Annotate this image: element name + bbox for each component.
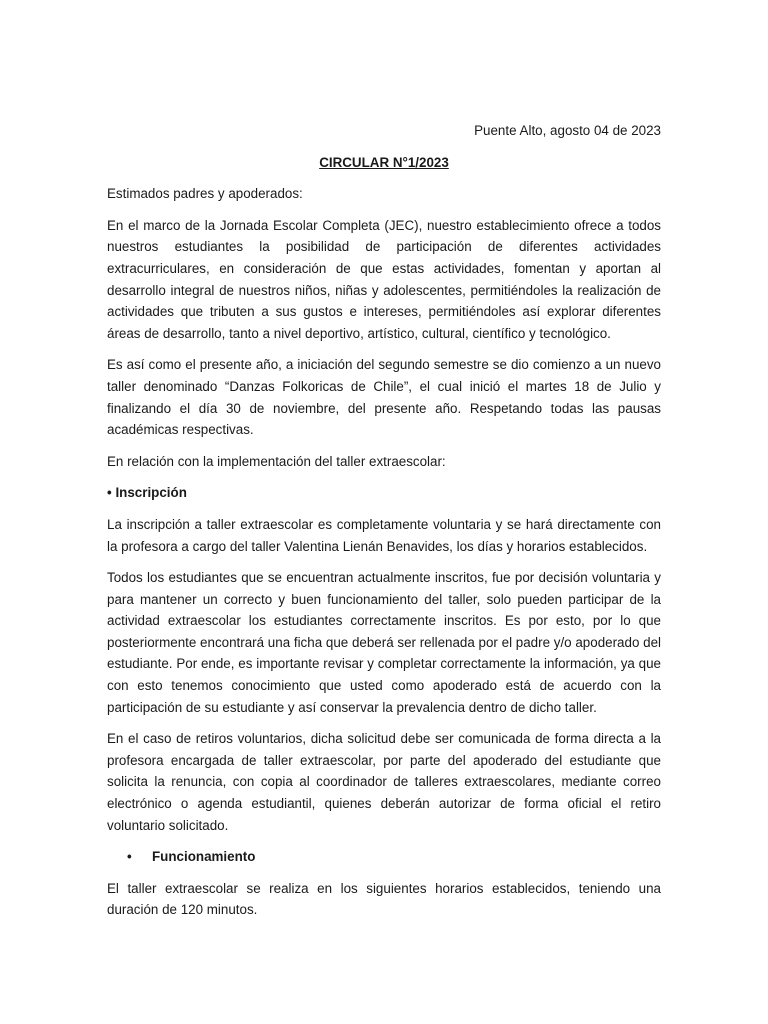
section-heading-label: Funcionamiento — [152, 849, 256, 865]
section-heading-funcionamiento — [107, 846, 661, 868]
paragraph-intro: En el marco de la Jornada Escolar Completa (JEC), nuestro establecimiento ofrece a todos nuestros estudiantes la posibilidad de participación de diferentes actividades extracurriculares, en consideración de que estas actividades, fomentan y aportan al desarrollo integral de nuestros niños, niñas y adolescentes, permitiéndoles la realización de actividades que tributen a sus gustos e intereses, permitiéndoles así explorar diferentes áreas de desarrollo, tanto a nivel deportivo, artístico, cultural, científico y tecnológico. — [107, 217, 661, 341]
paragraph-inscription-3: En el caso de retiros voluntarios, dicha solicitud debe ser comunicada de forma directa a la profesora encargada de taller extraescolar, por parte del apoderado del estudiante que solicita la renuncia, con copia al coordinador de talleres extraescolares, mediante correo electrónico o agenda estudiantil, quienes deberán autorizar de forma oficial el retiro voluntario solicitado. — [107, 731, 661, 833]
paragraph-inscription-2: Todos los estudiantes que se encuentran actualmente inscritos, fue por decisión voluntaria y para mantener un correcto y buen funcionamiento del taller, solo pueden participar de la actividad extraescolar los estudiantes correctamente inscritos. Es por esto, por lo que posteriormente encontrará una ficha que deberá ser rellenada por el padre y/o apoderado del estudiante. Por ende, es importante revisar y completar correctamente la información, ya que con esto tenemos conocimiento que usted como apoderado está de acuerdo con la participación de su estudiante y así conservar la prevalencia dentro de dicho taller. — [107, 570, 661, 715]
document-page — [107, 120, 661, 931]
section-heading-label: Inscripción — [115, 485, 187, 501]
greeting: Estimados padres y apoderados: — [107, 186, 303, 202]
bullet-icon: • — [107, 485, 112, 501]
place-date: Puente Alto, agosto 04 de 2023 — [474, 123, 661, 138]
paragraph-implementation: En relación con la implementación del taller extraescolar: — [107, 453, 446, 469]
paragraph-workshop: Es así como el presente año, a iniciación del segundo semestre se dio comienzo a un nuevo taller denominado “Danzas Folkoricas de Chile”, el cual inició el martes 18 de Julio y finalizando el día 30 de noviembre, del presente año. Respetando todas las pausas académicas respectivas. — [107, 357, 661, 438]
bullet-icon: • — [127, 849, 132, 865]
paragraph-operation: El taller extraescolar se realiza en los siguientes horarios establecidos, teniendo una duración de 120 minutos. — [107, 880, 661, 918]
circular-title: CIRCULAR N°1/2023 — [319, 154, 449, 170]
paragraph-inscription-1: La inscripción a taller extraescolar es completamente voluntaria y se hará directamente con la profesora a cargo del taller Valentina Lienán Benavides, los días y horarios establecidos. — [107, 516, 661, 554]
section-heading-inscripcion — [107, 482, 661, 504]
